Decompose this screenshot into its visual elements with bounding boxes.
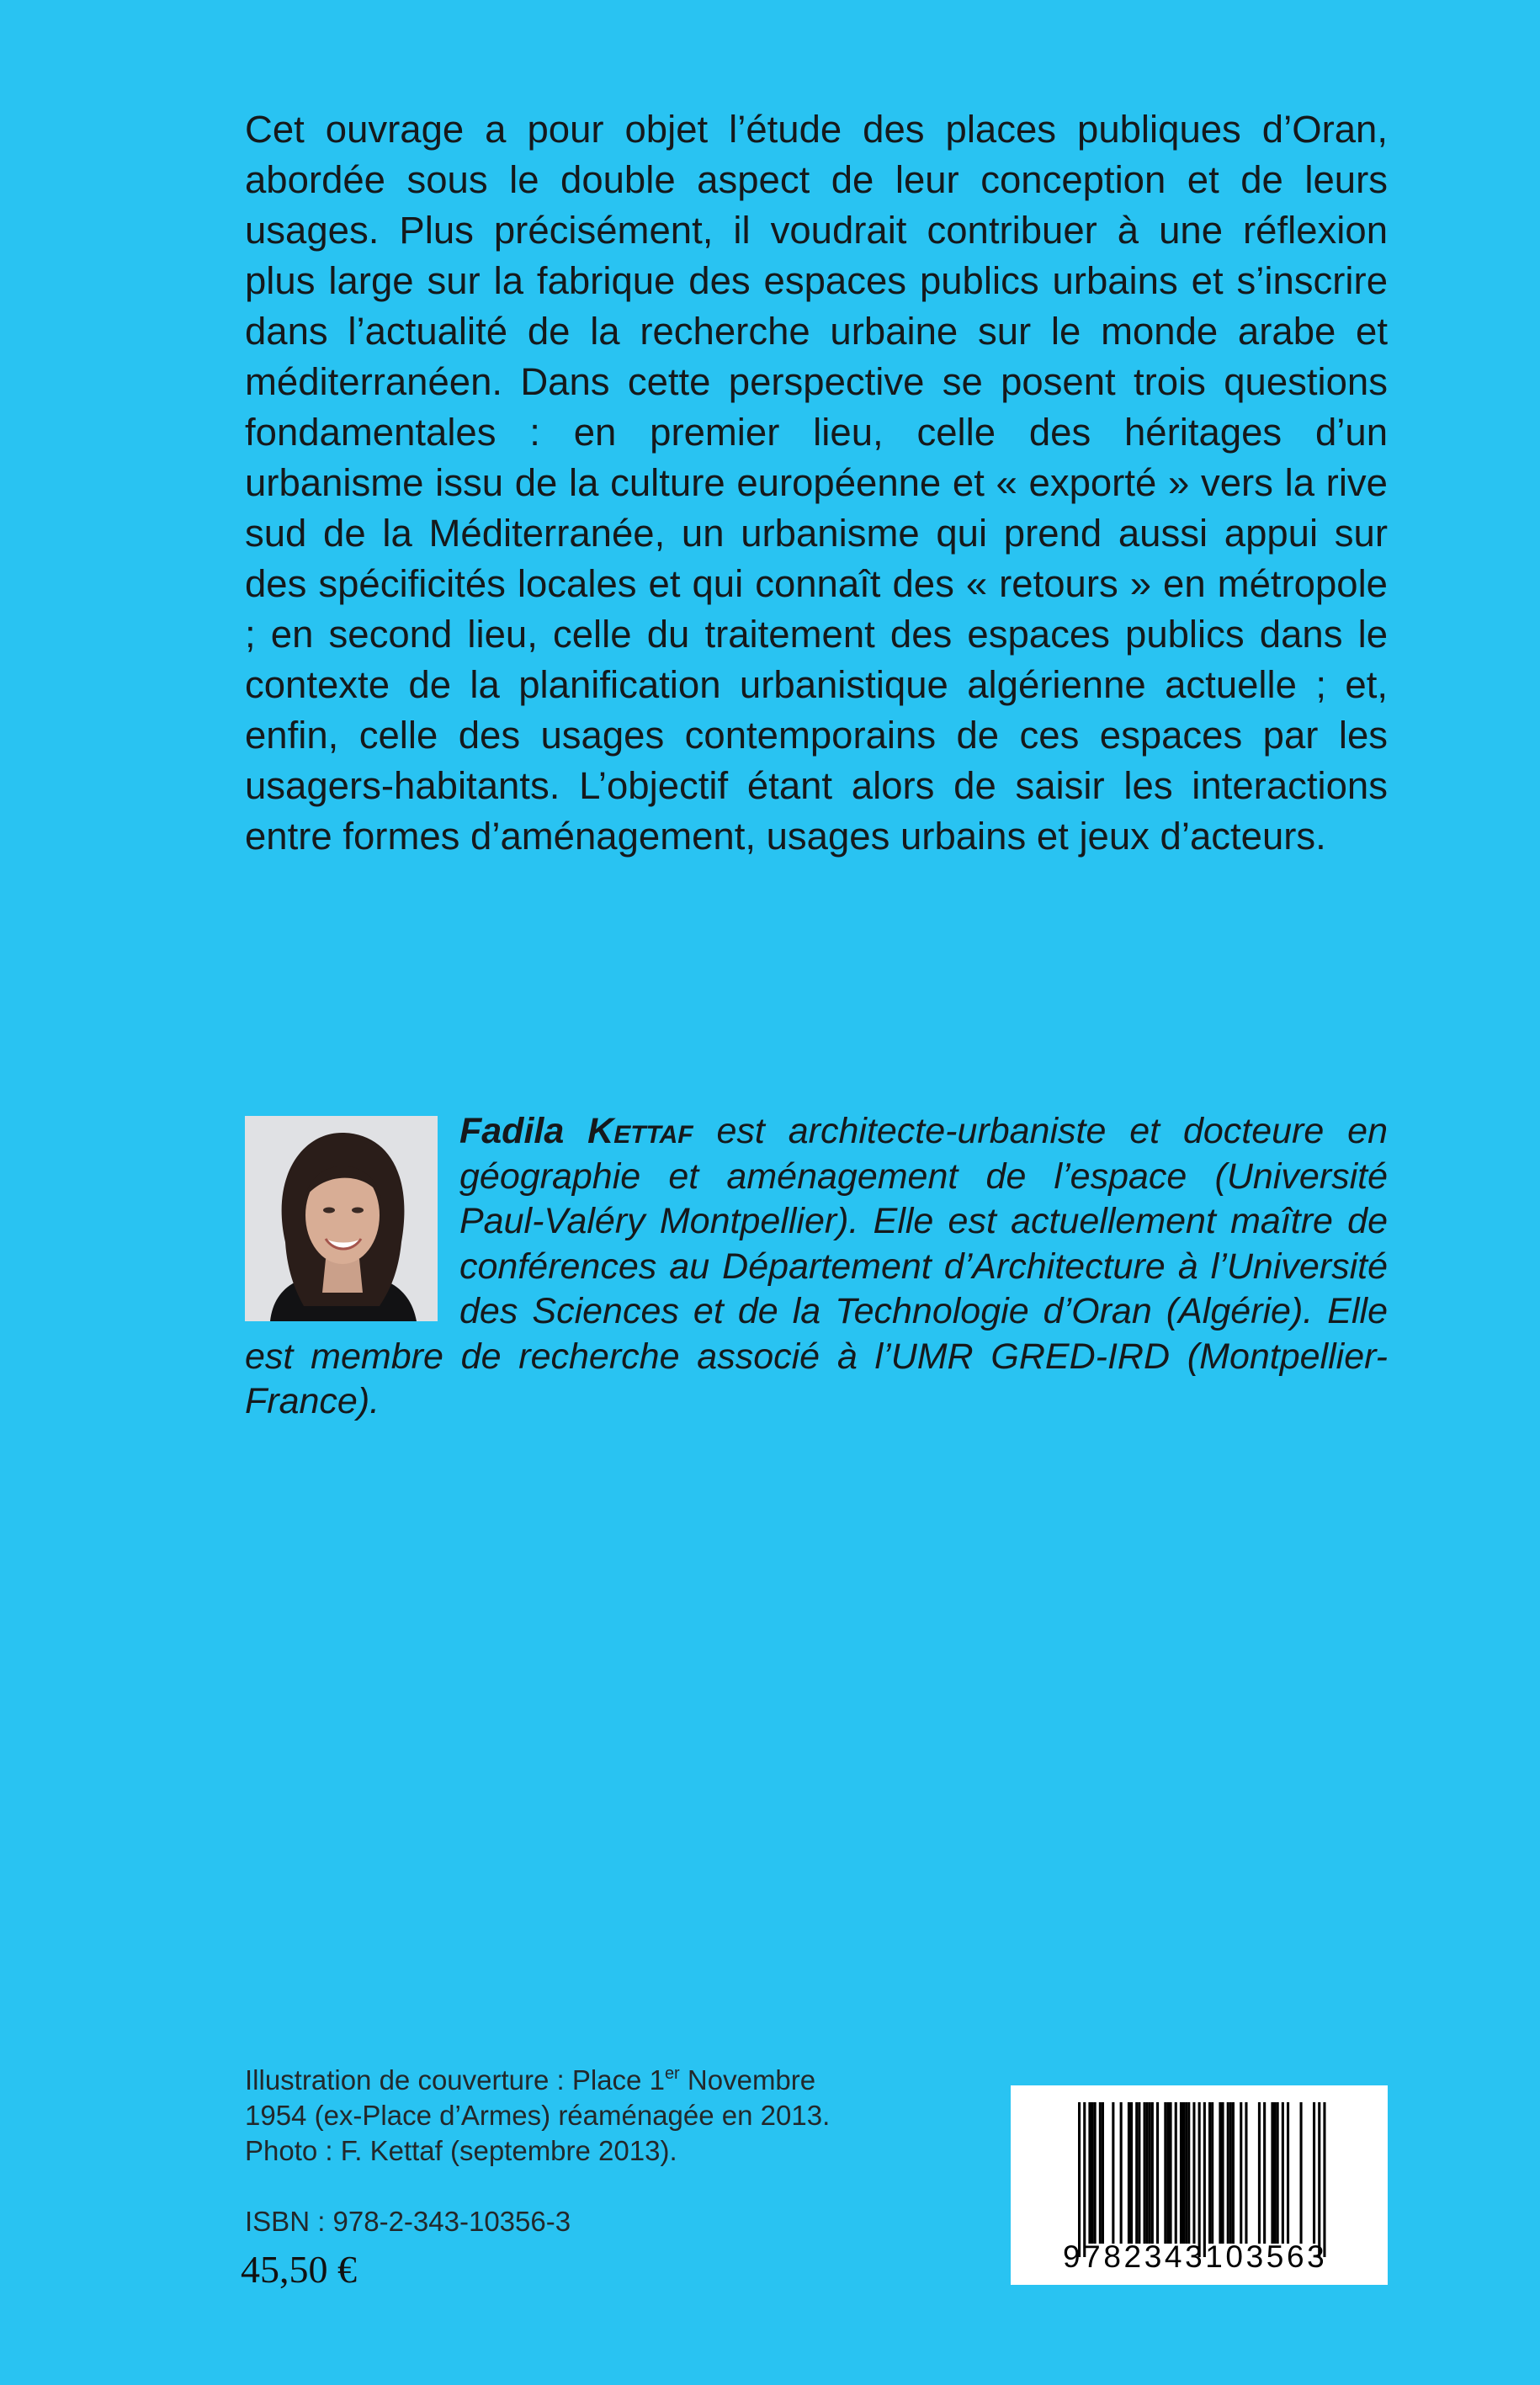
barcode-bar <box>1182 2102 1185 2244</box>
author-photo <box>245 1116 438 1321</box>
barcode-bar <box>1274 2102 1277 2244</box>
barcode-digits: 9782343103563 <box>1063 2239 1328 2274</box>
barcode-bar <box>1245 2102 1247 2244</box>
barcode-bar <box>1130 2102 1133 2244</box>
barcode-bar <box>1185 2102 1187 2244</box>
isbn-text: ISBN : 978-2-343-10356-3 <box>245 2206 571 2237</box>
barcode-bar <box>1263 2102 1266 2244</box>
barcode-bar <box>1138 2102 1140 2244</box>
barcode-bar <box>1128 2102 1130 2244</box>
barcode-bar <box>1151 2102 1154 2244</box>
credits-line-2: 1954 (ex-Place d’Armes) réaménagée en 2013. <box>245 2100 831 2131</box>
barcode-bar <box>1164 2102 1166 2244</box>
barcode-bar <box>1229 2102 1232 2244</box>
barcode-bar <box>1120 2102 1123 2244</box>
author-bio-text: est architecte-urbaniste et docteure en géographie et aménagement de l’espace (Université Paul-Valéry Montpellier). Elle est actuellement maître de conférences au Département d’Architecture à l’Université des Sciences et de la Technologie d’Oran (Algérie). Elle est membre de recherche associé à l’UMR GRED-IRD (Montpellier- France). <box>245 1111 1388 1421</box>
barcode-bar <box>1175 2102 1177 2244</box>
author-bio-block <box>245 1109 1388 1425</box>
barcode-bar <box>1149 2102 1151 2244</box>
barcode-bar <box>1211 2102 1213 2244</box>
barcode-bar <box>1187 2102 1190 2244</box>
barcode-bar <box>1094 2102 1097 2244</box>
price-label: 45,50 € <box>241 2248 357 2291</box>
barcode-bar <box>1091 2102 1094 2244</box>
barcode-bar <box>1240 2102 1242 2244</box>
barcode-bar <box>1227 2102 1229 2244</box>
barcode-bar <box>1208 2102 1211 2244</box>
barcode-bar <box>1135 2102 1138 2244</box>
credits-line-1: Illustration de couverture : Place 1er Novembre <box>245 2064 816 2096</box>
barcode-bar <box>1112 2102 1114 2244</box>
barcode-bar <box>1300 2102 1303 2244</box>
barcode-bar <box>1102 2102 1104 2244</box>
barcode-bar <box>1313 2102 1315 2244</box>
barcode-bar <box>1166 2102 1169 2244</box>
barcode-bar <box>1192 2102 1195 2244</box>
barcode-bar <box>1258 2102 1261 2244</box>
cover-credits <box>245 2063 884 2169</box>
barcode-bar <box>1083 2102 1086 2257</box>
barcode-bar <box>1287 2102 1289 2244</box>
barcode-bar <box>1146 2102 1149 2244</box>
barcode-bar <box>1232 2102 1235 2244</box>
barcode-bar <box>1180 2102 1182 2244</box>
barcode-bar <box>1203 2102 1206 2257</box>
barcode-bar <box>1222 2102 1224 2244</box>
barcode-bar <box>1099 2102 1102 2244</box>
author-first-name: Fadila <box>459 1111 565 1151</box>
barcode-bar <box>1144 2102 1146 2244</box>
barcode-bar <box>1078 2102 1081 2257</box>
barcode-bar <box>1323 2102 1325 2257</box>
barcode-bar <box>1271 2102 1273 2244</box>
barcode-bar <box>1088 2102 1091 2244</box>
barcode-bar <box>1318 2102 1320 2257</box>
author-surname: Kettaf <box>587 1111 693 1151</box>
barcode-bar <box>1198 2102 1201 2257</box>
barcode <box>1011 2085 1388 2285</box>
credits-line-3: Photo : F. Kettaf (septembre 2013). <box>245 2135 677 2166</box>
barcode-bar <box>1282 2102 1284 2244</box>
back-cover-summary: Cet ouvrage a pour objet l’étude des places publiques d’Oran, abordée sous le double aspect de leur conception et de leurs usages. Plus précisément, il voudrait contribuer à une réflexion plus large sur la fabrique des espaces publics urbains et s’inscrire dans l’actualité de la recherche urbaine sur le monde arabe et méditerranéen. Dans cette perspective se posent trois questions fondamentales : en premier lieu, celle des héritages d’un urbanisme issu de la culture européenne et « exporté » vers la rive sud de la Méditerranée, un urbanisme qui prend aussi appui sur des spécificités locales et qui connaît des « retours » en métropole ; en second lieu, celle du traitement des espaces publics dans le contexte de la planification urbanistique algérienne actuelle ; et, enfin, celle des usages contemporains de ces espaces par les usagers-habitants. L’objectif étant alors de saisir les interactions entre formes d’aménagement, usages urbains et jeux d’acteurs. <box>245 108 1388 858</box>
barcode-bar <box>1219 2102 1221 2244</box>
barcode-bar <box>1156 2102 1159 2244</box>
barcode-bar <box>1170 2102 1172 2244</box>
barcode-bar <box>1277 2102 1279 2244</box>
